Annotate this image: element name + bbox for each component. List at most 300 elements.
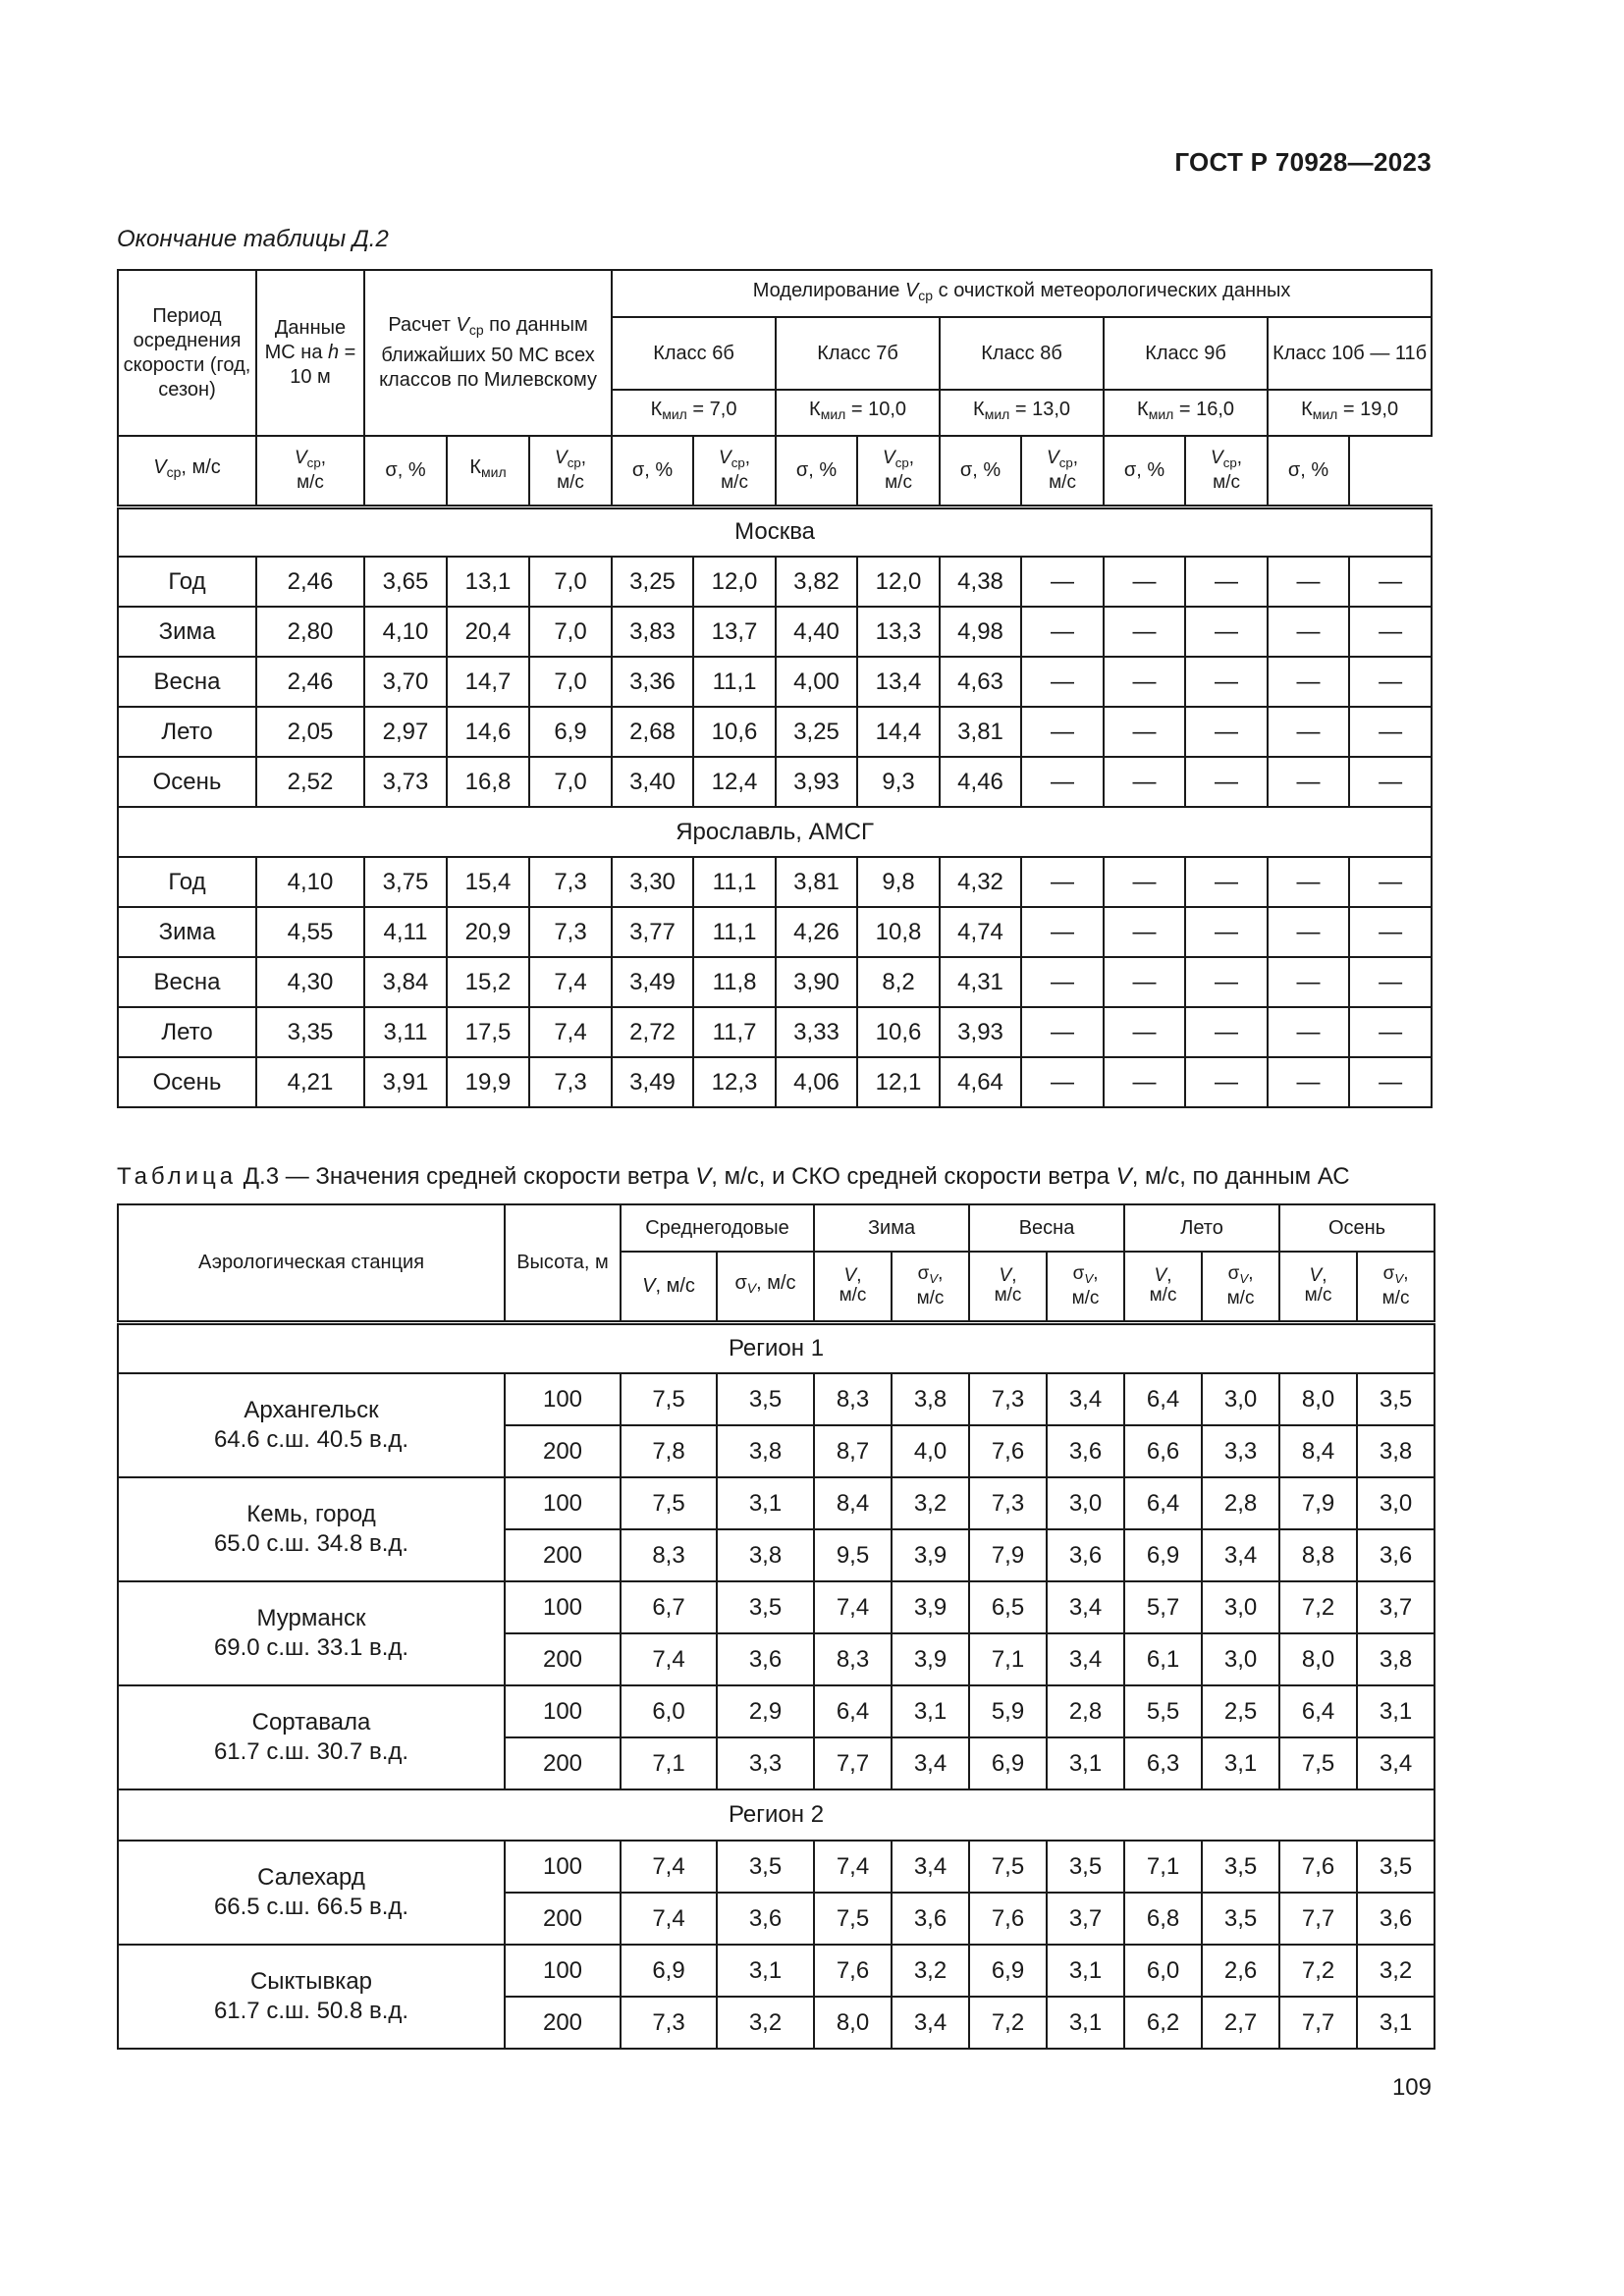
group-title: Москва [118,507,1432,557]
value-cell: — [1268,907,1349,957]
station-cell [118,1945,505,2049]
header-vsr: $V_{ср}$, м/с [256,436,364,507]
value-cell: 3,2 [892,1945,969,1997]
value-cell: — [1021,607,1104,657]
value-cell: — [1021,557,1104,607]
value-cell: 7,6 [969,1425,1047,1477]
value-cell: 6,8 [1124,1893,1202,1945]
value-cell: 7,7 [1279,1997,1357,2049]
caption-part: Д.3 — Значения средней скорости ветра [237,1163,696,1190]
value-cell: 3,9 [892,1633,969,1685]
value-cell: 7,0 [529,607,612,657]
period-cell: Осень [118,757,256,807]
value-cell: 3,6 [1357,1893,1435,1945]
value-cell: 3,1 [1047,1945,1124,1997]
value-cell: 9,5 [814,1529,892,1581]
value-cell: — [1268,557,1349,607]
header-station: Аэрологическая станция [118,1204,505,1322]
period-cell: Год [118,857,256,907]
value-cell: 15,4 [447,857,529,907]
value-cell: — [1349,557,1432,607]
value-cell: — [1104,557,1185,607]
value-cell: — [1349,607,1432,657]
value-cell: 13,4 [857,657,940,707]
value-cell: 8,3 [814,1373,892,1425]
value-cell: 4,55 [256,907,364,957]
height-cell: 100 [505,1685,621,1737]
value-cell: 7,6 [814,1945,892,1997]
value-cell: 6,6 [1124,1425,1202,1477]
value-cell: 2,97 [364,707,447,757]
value-cell: 3,93 [940,1007,1021,1057]
station-name: Салехард [257,1864,365,1891]
value-cell: 7,3 [969,1477,1047,1529]
value-cell: — [1349,1057,1432,1107]
v-avg-symbol: $V_{ср}$ [1211,447,1237,470]
value-cell: 3,1 [717,1945,814,1997]
value-cell: 2,8 [1047,1685,1124,1737]
value-cell: — [1104,907,1185,957]
value-cell: 3,1 [1047,1997,1124,2049]
value-cell: 14,6 [447,707,529,757]
value-cell: — [1021,957,1104,1007]
value-cell: 7,0 [529,657,612,707]
value-cell: 3,5 [717,1373,814,1425]
station-coords: 61.7 с.ш. 30.7 в.д. [213,1738,409,1765]
header-sigma: σ, % [364,436,447,507]
value-cell: 4,06 [776,1057,857,1107]
station-coords: 65.0 с.ш. 34.8 в.д. [213,1530,409,1557]
value-cell: 6,0 [621,1685,717,1737]
value-cell: — [1268,857,1349,907]
value-cell: 7,4 [621,1841,717,1893]
period-cell: Весна [118,657,256,707]
header-sigma-v: $\sigma_V$, м/с [1047,1252,1124,1322]
value-cell: 7,1 [1124,1841,1202,1893]
value-cell: 5,9 [969,1685,1047,1737]
header-vsr: $V_{ср}$, м/с [857,436,940,507]
table-row [118,1373,1435,1425]
value-cell: 3,8 [717,1425,814,1477]
value-cell: 14,4 [857,707,940,757]
station-name: Сыктывкар [249,1968,373,1995]
value-cell: 3,5 [1202,1893,1279,1945]
value-cell: 3,8 [717,1529,814,1581]
value-cell: 3,8 [1357,1425,1435,1477]
value-cell: 7,3 [969,1373,1047,1425]
value-cell: 4,10 [364,607,447,657]
value-cell: 3,82 [776,557,857,607]
header-kmil: $К_{мил} = 13,0$ [940,390,1104,436]
value-cell: 15,2 [447,957,529,1007]
header-sigma: σ, % [1104,436,1185,507]
period-cell: Зима [118,607,256,657]
value-cell: 3,6 [717,1893,814,1945]
value-cell: 7,3 [529,857,612,907]
header-height: Высота, м [505,1204,621,1322]
value-cell: 2,9 [717,1685,814,1737]
header-v: V, м/с [814,1252,892,1322]
height-cell: 200 [505,1425,621,1477]
table-d2 [117,269,1433,1108]
height-cell: 200 [505,1997,621,2049]
value-cell: 6,9 [529,707,612,757]
value-cell: — [1185,657,1268,707]
v-avg-symbol: $V_{ср}$ [719,447,745,470]
value-cell: 11,1 [693,907,776,957]
value-cell: — [1268,957,1349,1007]
value-cell: 7,6 [969,1893,1047,1945]
value-cell: 3,36 [612,657,693,707]
header-v: V, м/с [1279,1252,1357,1322]
value-cell: 3,1 [1357,1685,1435,1737]
value-cell: 8,4 [814,1477,892,1529]
value-cell: 2,05 [256,707,364,757]
station-name: Кемь, город [246,1501,376,1527]
value-cell: — [1349,1007,1432,1057]
header-kmil-col: $К_{мил}$ [447,436,529,507]
value-cell: 12,0 [693,557,776,607]
value-cell: 19,9 [447,1057,529,1107]
value-cell: 3,9 [892,1581,969,1633]
value-cell: 7,7 [814,1737,892,1789]
value-cell: 3,73 [364,757,447,807]
value-cell: 3,2 [717,1997,814,2049]
value-cell: 7,8 [621,1425,717,1477]
value-cell: 7,4 [814,1581,892,1633]
value-cell: 3,90 [776,957,857,1007]
value-cell: — [1349,757,1432,807]
period-cell: Лето [118,1007,256,1057]
value-cell: 3,2 [1357,1945,1435,1997]
value-cell: 6,3 [1124,1737,1202,1789]
value-cell: — [1185,707,1268,757]
caption-v: V [695,1163,712,1190]
value-cell: — [1185,1057,1268,1107]
value-cell: 3,49 [612,957,693,1007]
value-cell: — [1268,657,1349,707]
value-cell: 8,0 [814,1997,892,2049]
value-cell: 2,7 [1202,1997,1279,2049]
value-cell: 8,0 [1279,1633,1357,1685]
value-cell: 3,3 [717,1737,814,1789]
header-sigma-v: $\sigma_V$, м/с [1202,1252,1279,1322]
header-class: Класс 9б [1104,317,1268,390]
value-cell: 2,80 [256,607,364,657]
station-cell [118,1477,505,1581]
value-cell: 13,7 [693,607,776,657]
header-vsr-ms: $V_{ср}$, м/с [118,436,256,507]
table-d3-caption [117,1163,1350,1191]
value-cell: — [1185,557,1268,607]
value-cell: 3,4 [1047,1633,1124,1685]
value-cell: 4,98 [940,607,1021,657]
value-cell: 8,4 [1279,1425,1357,1477]
value-cell: 6,9 [969,1737,1047,1789]
value-cell: 7,1 [621,1737,717,1789]
value-cell: 5,7 [1124,1581,1202,1633]
station-coords: 69.0 с.ш. 33.1 в.д. [213,1634,409,1661]
value-cell: 2,5 [1202,1685,1279,1737]
value-cell: 4,63 [940,657,1021,707]
region-title: Регион 2 [118,1789,1435,1841]
table-d3 [117,1203,1435,2050]
value-cell: 3,1 [1202,1737,1279,1789]
value-cell: 9,8 [857,857,940,907]
value-cell: 6,4 [1279,1685,1357,1737]
caption-v: V [1115,1163,1132,1190]
value-cell: 3,70 [364,657,447,707]
value-cell: 3,81 [776,857,857,907]
value-cell: 3,91 [364,1057,447,1107]
header-kmil: $К_{мил} = 19,0$ [1268,390,1432,436]
value-cell: 3,6 [1047,1425,1124,1477]
document-title: ГОСТ Р 70928—2023 [1174,147,1432,177]
value-cell: 3,75 [364,857,447,907]
value-cell: 4,26 [776,907,857,957]
value-cell: 6,1 [1124,1633,1202,1685]
value-cell: 5,5 [1124,1685,1202,1737]
value-cell: 2,68 [612,707,693,757]
value-cell: 8,0 [1279,1373,1357,1425]
header-class: Класс 8б [940,317,1104,390]
value-cell: — [1104,757,1185,807]
v-avg-symbol: $V_{ср}$ [456,314,484,339]
header-season: Зима [814,1204,969,1252]
table-row [118,757,1432,807]
value-cell: — [1349,907,1432,957]
value-cell: 7,0 [529,757,612,807]
value-cell: 3,1 [1047,1737,1124,1789]
header-sigma: σ, % [1268,436,1349,507]
value-cell: 2,46 [256,557,364,607]
caption-part: , м/с, и СКО средней скорости ветра [711,1163,1116,1190]
table-row [118,1477,1435,1529]
height-cell: 100 [505,1373,621,1425]
value-cell: 7,7 [1279,1893,1357,1945]
value-cell: 3,35 [256,1007,364,1057]
value-cell: 3,3 [1202,1425,1279,1477]
value-cell: 7,2 [1279,1945,1357,1997]
value-cell: 4,0 [892,1425,969,1477]
value-cell: 4,21 [256,1057,364,1107]
table-row [118,957,1432,1007]
value-cell: — [1021,907,1104,957]
value-cell: 6,9 [621,1945,717,1997]
header-vsr: $V_{ср}$, м/с [1021,436,1104,507]
station-cell [118,1581,505,1685]
page-number: 109 [1391,2074,1432,2101]
value-cell: 3,4 [892,1997,969,2049]
value-cell: 3,8 [892,1373,969,1425]
table-row [118,1685,1435,1737]
value-cell: 7,2 [1279,1581,1357,1633]
table-row [118,907,1432,957]
header-sigma: σ, % [940,436,1021,507]
value-cell: — [1185,1007,1268,1057]
value-cell: 7,9 [1279,1477,1357,1529]
table-row [118,857,1432,907]
header-season: Лето [1124,1204,1279,1252]
value-cell: 3,5 [1047,1841,1124,1893]
header-kmil: $К_{мил} = 10,0$ [776,390,940,436]
value-cell: 3,6 [892,1893,969,1945]
value-cell: 10,8 [857,907,940,957]
value-cell: — [1185,957,1268,1007]
value-cell: 3,4 [1047,1581,1124,1633]
value-cell: — [1349,957,1432,1007]
value-cell: 3,5 [1357,1841,1435,1893]
value-cell: 8,3 [621,1529,717,1581]
value-cell: 8,3 [814,1633,892,1685]
value-cell: 10,6 [857,1007,940,1057]
value-cell: 2,72 [612,1007,693,1057]
value-cell: 3,0 [1202,1373,1279,1425]
group-title: Ярославль, АМСГ [118,807,1432,857]
header-class: Класс 6б [612,317,776,390]
value-cell: — [1185,857,1268,907]
value-cell: 6,4 [1124,1477,1202,1529]
value-cell: 11,1 [693,857,776,907]
value-cell: 11,8 [693,957,776,1007]
header-period: Период осреднения скорости (год, сезон) [118,270,256,436]
value-cell: 12,0 [857,557,940,607]
value-cell: 3,4 [892,1737,969,1789]
value-cell: 2,6 [1202,1945,1279,1997]
value-cell: 3,93 [776,757,857,807]
table-row [118,657,1432,707]
value-cell: 12,3 [693,1057,776,1107]
value-cell: 3,1 [1357,1997,1435,2049]
table-row [118,1581,1435,1633]
header-season: Среднегодовые [621,1204,814,1252]
header-class: Класс 7б [776,317,940,390]
value-cell: — [1104,1057,1185,1107]
header-kmil: $К_{мил} = 7,0$ [612,390,776,436]
value-cell: 7,4 [529,1007,612,1057]
value-cell: 4,10 [256,857,364,907]
station-coords: 64.6 с.ш. 40.5 в.д. [213,1426,409,1453]
value-cell: 3,6 [1047,1529,1124,1581]
header-v-ms: V, м/с [621,1252,717,1322]
height-cell: 200 [505,1893,621,1945]
value-cell: 16,8 [447,757,529,807]
v-avg-symbol: $V_{ср}$ [153,456,182,481]
value-cell: 3,7 [1047,1893,1124,1945]
header-season: Весна [969,1204,1124,1252]
v-avg-symbol: $V_{ср}$ [1047,447,1073,470]
station-cell [118,1373,505,1477]
value-cell: 7,2 [969,1997,1047,2049]
value-cell: — [1268,707,1349,757]
value-cell: — [1268,1057,1349,1107]
value-cell: 7,9 [969,1529,1047,1581]
height-cell: 100 [505,1841,621,1893]
value-cell: 4,38 [940,557,1021,607]
value-cell: 3,0 [1357,1477,1435,1529]
value-cell: — [1021,657,1104,707]
table-row [118,557,1432,607]
value-cell: — [1021,1057,1104,1107]
period-cell: Год [118,557,256,607]
value-cell: 7,0 [529,557,612,607]
header-sigma-v-ms: $\sigma_V$, м/с [717,1252,814,1322]
v-avg-symbol: $V_{ср}$ [904,279,934,304]
value-cell: 20,4 [447,607,529,657]
value-cell: — [1268,607,1349,657]
value-cell: — [1268,1007,1349,1057]
value-cell: 3,25 [612,557,693,607]
value-cell: 3,81 [940,707,1021,757]
value-cell: — [1185,757,1268,807]
value-cell: — [1104,957,1185,1007]
value-cell: 20,9 [447,907,529,957]
value-cell: 6,9 [1124,1529,1202,1581]
header-sigma: σ, % [612,436,693,507]
station-name: Мурманск [256,1605,366,1631]
value-cell: 3,0 [1202,1581,1279,1633]
value-cell: 7,5 [969,1841,1047,1893]
value-cell: 3,30 [612,857,693,907]
header-kmil: $К_{мил} = 16,0$ [1104,390,1268,436]
period-cell: Весна [118,957,256,1007]
value-cell: 12,1 [857,1057,940,1107]
value-cell: 6,7 [621,1581,717,1633]
value-cell: 3,6 [1357,1529,1435,1581]
header-class: Класс 10б — 11б [1268,317,1432,390]
value-cell: — [1185,607,1268,657]
period-cell: Осень [118,1057,256,1107]
value-cell: — [1104,607,1185,657]
value-cell: 3,6 [717,1633,814,1685]
table-d2-continuation-caption: Окончание таблицы Д.2 [117,226,389,252]
value-cell: 3,1 [892,1685,969,1737]
value-cell: 7,3 [529,907,612,957]
value-cell: 7,4 [621,1893,717,1945]
value-cell: 11,7 [693,1007,776,1057]
value-cell: — [1104,707,1185,757]
value-cell: 3,49 [612,1057,693,1107]
height-cell: 200 [505,1633,621,1685]
value-cell: 10,6 [693,707,776,757]
value-cell: 7,5 [1279,1737,1357,1789]
value-cell: 3,65 [364,557,447,607]
station-coords: 66.5 с.ш. 66.5 в.д. [213,1894,409,1920]
value-cell: — [1021,857,1104,907]
value-cell: 4,46 [940,757,1021,807]
value-cell: — [1349,657,1432,707]
header-season: Осень [1279,1204,1435,1252]
height-cell: 100 [505,1581,621,1633]
value-cell: — [1268,757,1349,807]
value-cell: 9,3 [857,757,940,807]
station-cell [118,1841,505,1945]
header-sigma-v: $\sigma_V$, м/с [1357,1252,1435,1322]
value-cell: 6,5 [969,1581,1047,1633]
value-cell: 8,2 [857,957,940,1007]
value-cell: 2,46 [256,657,364,707]
value-cell: 4,11 [364,907,447,957]
header-sigma: σ, % [776,436,857,507]
value-cell: 7,4 [621,1633,717,1685]
value-cell: 3,1 [717,1477,814,1529]
table-label: Таблица [117,1163,238,1190]
station-name: Архангельск [244,1397,379,1423]
value-cell: 4,32 [940,857,1021,907]
value-cell: 3,4 [1047,1373,1124,1425]
value-cell: — [1021,707,1104,757]
header-v: V, м/с [969,1252,1047,1322]
